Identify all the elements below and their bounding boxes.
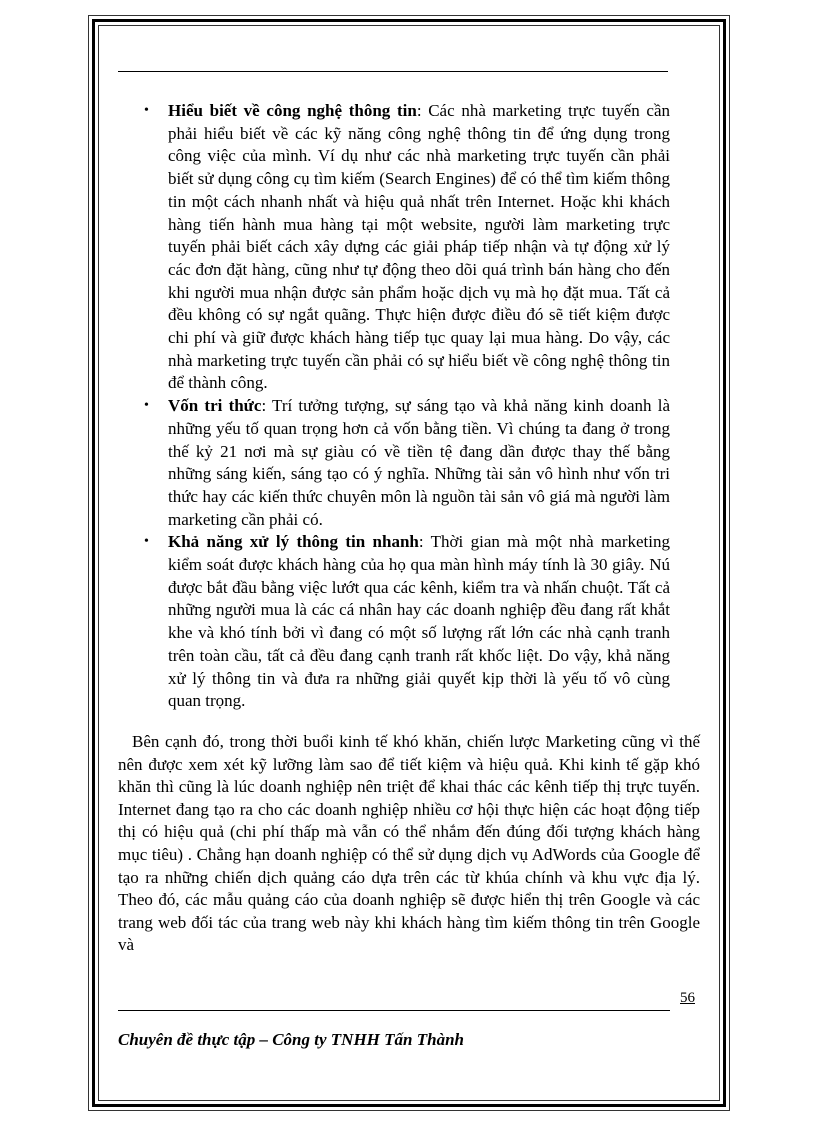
bullet-list <box>118 100 700 713</box>
footer-rule <box>118 1010 670 1011</box>
list-item <box>118 100 700 395</box>
bullet-text: : Trí tưởng tượng, sự sáng tạo và khả năng kinh doanh là những yếu tố quan trọng hơn cả vốn bằng tiền. Vì chúng ta đang ở trong thế kỷ 21 nơi mà sự giàu có về tiền tệ đang dần được thay thế bằng những sáng kiến, sáng tạo có ý nghĩa. Những tài sản vô hình như vốn tri thức hay các kiến thức chuyên môn là nguồn tài sản vô giá mà người làm marketing cần phải có. <box>168 396 670 529</box>
list-item <box>118 395 700 531</box>
bullet-text: : Các nhà marketing trực tuyến cần phải hiểu biết về các kỹ năng công nghệ thông tin để ứng dụng trong công việc của mình. Ví dụ như các nhà marketing trực tuyến cần phải biết sử dụng công cụ tìm kiếm (Search Engines) để có thể tìm kiếm thông tin một cách nhanh nhất và hiệu quả nhất trên Internet. Hoặc khi khách hàng tiến hành mua hàng tại một website, người làm marketing trực tuyến phải biết cách xây dựng các giải pháp tiếp nhận và tự động xử lý các đơn đặt hàng, cũng như tự động theo dõi quá trình bán hàng cho đến khi người mua nhận được sản phẩm hoặc dịch vụ mà họ đặt mua. Tất cả đều không có sự ngắt quãng. Thực hiện được điều đó sẽ tiết kiệm được chi phí và giữ được khách hàng tiếp tục quay lại mua hàng. Do vậy, các nhà marketing trực tuyến cần phải có sự hiểu biết về công nghệ thông tin để thành công. <box>168 101 670 393</box>
page-number: 56 <box>680 990 695 1006</box>
list-item <box>118 531 700 713</box>
bullet-text: : Thời gian mà một nhà marketing kiểm soát được khách hàng của họ qua màn hình máy tính là 30 giây. Nú được bắt đầu bằng việc lướt qua các kênh, kiểm tra và nhấn chuột. Tất cả những người mua là các cá nhân hay các doanh nghiệp đều đang rất khắt khe và khó tính bởi vì đang có một số lượng rất lớn các nhà cạnh tranh trên toàn cầu, tất cả đều đang cạnh tranh rất khốc liệt. Do vậy, khả năng xử lý thông tin và đưa ra những giải quyết kịp thời là yếu tố vô cùng quan trọng. <box>168 532 670 711</box>
header-rule <box>118 71 668 72</box>
body-paragraph: Bên cạnh đó, trong thời buổi kinh tế khó khăn, chiến lược Marketing cũng vì thế nên được xem xét kỹ lưỡng làm sao để tiết kiệm và hiệu quả. Khi kinh tế gặp khó khăn thì cũng là lúc doanh nghiệp nên triệt để khai thác các kênh tiếp thị trực tuyến. Internet đang tạo ra cho các doanh nghiệp nhiều cơ hội thực hiện các hoạt động tiếp thị có hiệu quả (chi phí thấp mà vẫn có thể nhắm đến đúng đối tượng khách hàng mục tiêu) . Chẳng hạn doanh nghiệp có thể sử dụng dịch vụ AdWords của Google để tạo ra những chiến dịch quảng cáo dựa trên các từ khúa chính và khu vực địa lý. Theo đó, các mẫu quảng cáo của doanh nghiệp sẽ được hiển thị trên Google và các trang web đối tác của trang web này khi khách hàng tìm kiếm thông tin trên Google và <box>118 731 700 955</box>
bullet-term: Vốn tri thức <box>168 396 262 416</box>
bullet-icon: • <box>144 534 149 550</box>
bullet-icon: • <box>144 103 149 118</box>
bullet-term: Khả năng xử lý thông tin nhanh <box>168 532 419 552</box>
bullet-term: Hiểu biết về công nghệ thông tin <box>168 101 417 120</box>
page-content <box>118 100 700 957</box>
footer-title: Chuyên đề thực tập – Công ty TNHH Tấn Thành <box>118 1030 464 1049</box>
bullet-icon: • <box>144 398 149 414</box>
